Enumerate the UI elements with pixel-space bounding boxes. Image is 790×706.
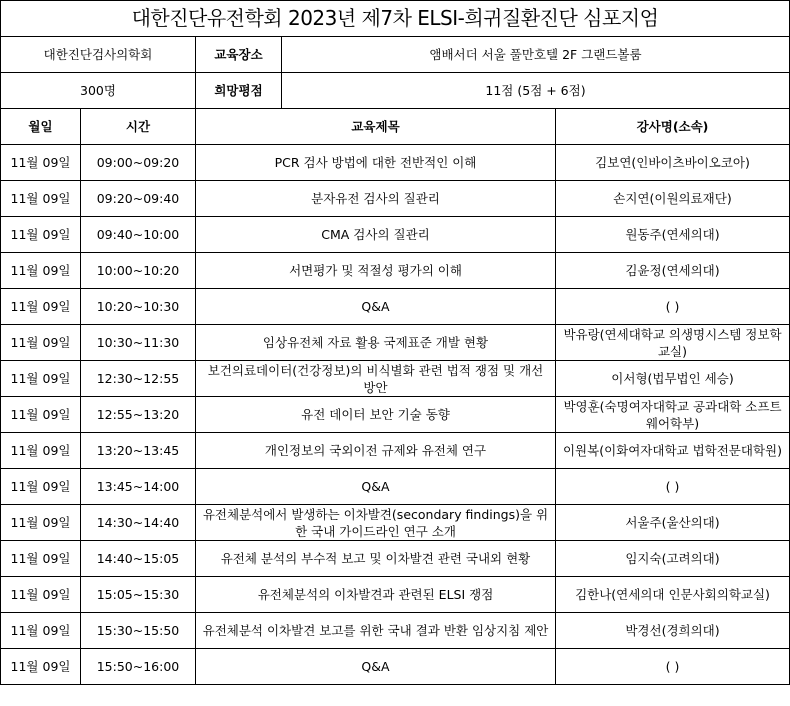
session-time: 15:50~16:00 xyxy=(81,649,196,685)
table-row xyxy=(1,613,790,649)
venue-label: 교육장소 xyxy=(196,37,282,72)
session-subject: Q&A xyxy=(196,469,556,505)
session-date: 11월 09일 xyxy=(1,433,81,469)
session-speaker: 서울주(울산의대) xyxy=(556,505,790,541)
column-header-time: 시간 xyxy=(81,109,196,145)
credits-label: 희망평점 xyxy=(196,73,282,108)
session-date: 11월 09일 xyxy=(1,289,81,325)
session-speaker: 김윤정(연세의대) xyxy=(556,253,790,289)
session-time: 09:20~09:40 xyxy=(81,181,196,217)
session-subject: 유전체 분석의 부수적 보고 및 이차발견 관련 국내외 현황 xyxy=(196,541,556,577)
session-speaker: 원동주(연세의대) xyxy=(556,217,790,253)
session-time: 15:05~15:30 xyxy=(81,577,196,613)
session-speaker: 손지연(이원의료재단) xyxy=(556,181,790,217)
session-time: 14:40~15:05 xyxy=(81,541,196,577)
session-speaker: 박영훈(숙명여자대학교 공과대학 소프트웨어학부) xyxy=(556,397,790,433)
session-subject: 서면평가 및 적절성 평가의 이해 xyxy=(196,253,556,289)
session-date: 11월 09일 xyxy=(1,649,81,685)
session-subject: 유전 데이터 보안 기술 동향 xyxy=(196,397,556,433)
session-date: 11월 09일 xyxy=(1,613,81,649)
session-speaker: 이서형(법무법인 세승) xyxy=(556,361,790,397)
session-subject: 보건의료데이터(건강정보)의 비식별화 관련 법적 쟁점 및 개선 방안 xyxy=(196,361,556,397)
table-row xyxy=(1,289,790,325)
session-time: 15:30~15:50 xyxy=(81,613,196,649)
session-speaker: ( ) xyxy=(556,649,790,685)
page-title xyxy=(1,1,790,37)
page-title-text: 대한진단유전학회 2023년 제7차 ELSI-희귀질환진단 심포지엄 xyxy=(131,6,659,30)
session-time: 13:20~13:45 xyxy=(81,433,196,469)
session-date: 11월 09일 xyxy=(1,217,81,253)
session-time: 12:55~13:20 xyxy=(81,397,196,433)
session-time: 13:45~14:00 xyxy=(81,469,196,505)
session-subject: 유전체분석에서 발생하는 이차발견(secondary findings)을 위한 국내 가이드라인 연구 소개 xyxy=(196,505,556,541)
table-row xyxy=(1,217,790,253)
session-time: 10:20~10:30 xyxy=(81,289,196,325)
session-date: 11월 09일 xyxy=(1,577,81,613)
session-subject: 임상유전체 자료 활용 국제표준 개발 현황 xyxy=(196,325,556,361)
column-header-speaker: 강사명(소속) xyxy=(556,109,790,145)
session-date: 11월 09일 xyxy=(1,181,81,217)
session-subject: CMA 검사의 질관리 xyxy=(196,217,556,253)
info-row-credits xyxy=(1,73,790,109)
session-speaker: 박유랑(연세대학교 의생명시스템 정보학교실) xyxy=(556,325,790,361)
table-row xyxy=(1,649,790,685)
venue-cell xyxy=(196,37,790,73)
session-date: 11월 09일 xyxy=(1,541,81,577)
session-time: 09:00~09:20 xyxy=(81,145,196,181)
table-row xyxy=(1,145,790,181)
table-row xyxy=(1,253,790,289)
venue-value: 앰배서더 서울 풀만호텔 2F 그랜드볼룸 xyxy=(429,47,642,62)
session-time: 14:30~14:40 xyxy=(81,505,196,541)
session-subject: Q&A xyxy=(196,649,556,685)
session-speaker: ( ) xyxy=(556,469,790,505)
session-subject: PCR 검사 방법에 대한 전반적인 이해 xyxy=(196,145,556,181)
table-row xyxy=(1,397,790,433)
session-subject: 분자유전 검사의 질관리 xyxy=(196,181,556,217)
table-row xyxy=(1,469,790,505)
table-row xyxy=(1,361,790,397)
session-date: 11월 09일 xyxy=(1,505,81,541)
session-speaker: ( ) xyxy=(556,289,790,325)
table-row xyxy=(1,181,790,217)
session-date: 11월 09일 xyxy=(1,145,81,181)
session-subject: 유전체분석의 이차발견과 관련된 ELSI 쟁점 xyxy=(196,577,556,613)
session-date: 11월 09일 xyxy=(1,325,81,361)
session-speaker: 이원복(이화여자대학교 법학전문대학원) xyxy=(556,433,790,469)
title-row xyxy=(1,1,790,37)
session-subject: 개인정보의 국외이전 규제와 유전체 연구 xyxy=(196,433,556,469)
table-row xyxy=(1,541,790,577)
table-row xyxy=(1,505,790,541)
session-date: 11월 09일 xyxy=(1,361,81,397)
session-date: 11월 09일 xyxy=(1,469,81,505)
info-row-venue xyxy=(1,37,790,73)
session-speaker: 김한나(연세의대 인문사회의학교실) xyxy=(556,577,790,613)
capacity-cell: 300명 xyxy=(1,73,196,109)
header-row xyxy=(1,109,790,145)
session-subject: 유전체분석 이차발견 보고를 위한 국내 결과 반환 임상지침 제안 xyxy=(196,613,556,649)
organizer-cell: 대한진단검사의학회 xyxy=(1,37,196,73)
session-time: 09:40~10:00 xyxy=(81,217,196,253)
session-subject: Q&A xyxy=(196,289,556,325)
session-speaker: 박경선(경희의대) xyxy=(556,613,790,649)
column-header-date: 월일 xyxy=(1,109,81,145)
credits-cell xyxy=(196,73,790,109)
session-date: 11월 09일 xyxy=(1,253,81,289)
session-time: 10:00~10:20 xyxy=(81,253,196,289)
session-time: 12:30~12:55 xyxy=(81,361,196,397)
table-row xyxy=(1,325,790,361)
credits-value: 11점 (5점 + 6점) xyxy=(485,83,586,98)
session-time: 10:30~11:30 xyxy=(81,325,196,361)
table-row xyxy=(1,433,790,469)
session-speaker: 임지숙(고려의대) xyxy=(556,541,790,577)
column-header-subject: 교육제목 xyxy=(196,109,556,145)
session-date: 11월 09일 xyxy=(1,397,81,433)
session-speaker: 김보연(인바이츠바이오코아) xyxy=(556,145,790,181)
table-row xyxy=(1,577,790,613)
